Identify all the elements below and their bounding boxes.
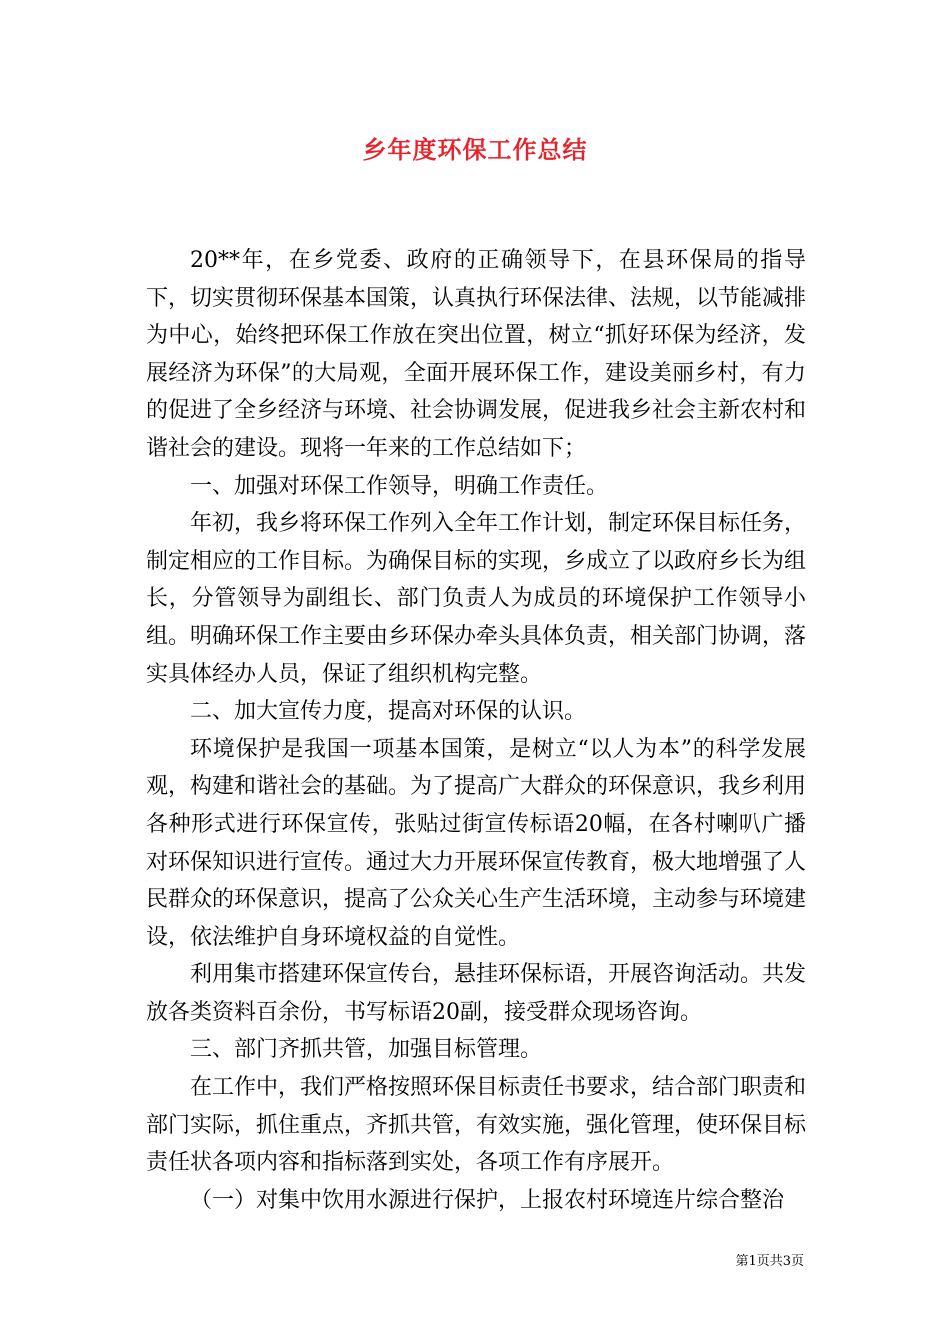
page-number: 第1页共3页 — [735, 1254, 804, 1269]
section-heading-1: 一、加强对环保工作领导，明确工作责任。 — [190, 473, 609, 499]
paragraph-section-3: 在工作中，我们严格按照环保目标责任书要求，结合部门职责和部门实际，抓住重点，齐抓共管，有效实施，强化管理，使环保目标责任状各项内容和指标落到实处，各项工作有序展开。 — [146, 1075, 807, 1176]
page-title: 乡年度环保工作总结 — [362, 135, 588, 164]
paragraph-section-1: 年初，我乡将环保工作列入全年工作计划，制定环保目标任务，制定相应的工作目标。为确保目标的实现，乡成立了以政府乡长为组长，分管领导为副组长、部门负责人为成员的环境保护工作领导小组。明确环保工作主要由乡环保办牵头具体负责，相关部门协调，落实具体经办人员，保证了组织机构完整。 — [146, 511, 807, 687]
section-heading-3: 三、部门齐抓共管，加强目标管理。 — [190, 1037, 543, 1063]
subsection-item-1: （一）对集中饮用水源进行保护，上报农村环境连片综合整治 — [190, 1187, 785, 1213]
section-heading-2: 二、加大宣传力度，提高对环保的认识。 — [190, 699, 587, 725]
paragraph-section-2b: 利用集市搭建环保宣传台，悬挂环保标语，开展咨询活动。共发放各类资料百余份，书写标语20副，接受群众现场咨询。 — [146, 962, 807, 1025]
paragraph-intro: 20**年，在乡党委、政府的正确领导下，在县环保局的指导下，切实贯彻环保基本国策，认真执行环保法律、法规，以节能减排为中心，始终把环保工作放在突出位置，树立“抓好环保为经济，发展经济为环保”的大局观，全面开展环保工作，建设美丽乡村，有力的促进了全乡经济与环境、社会协调发展，促进我乡社会主新农村和谐社会的建设。现将一年来的工作总结如下； — [146, 248, 807, 461]
document-body — [146, 242, 806, 1219]
paragraph-section-2a: 环境保护是我国一项基本国策，是树立“以人为本”的科学发展观，构建和谐社会的基础。为了提高广大群众的环保意识，我乡利用各种形式进行环保宣传，张贴过街宣传标语20幅，在各村喇叭广播对环保知识进行宣传。通过大力开展环保宣传教育，极大地增强了人民群众的环保意识，提高了公众关心生产生活环境，主动参与环境建设，依法维护自身环境权益的自觉性。 — [146, 736, 807, 950]
